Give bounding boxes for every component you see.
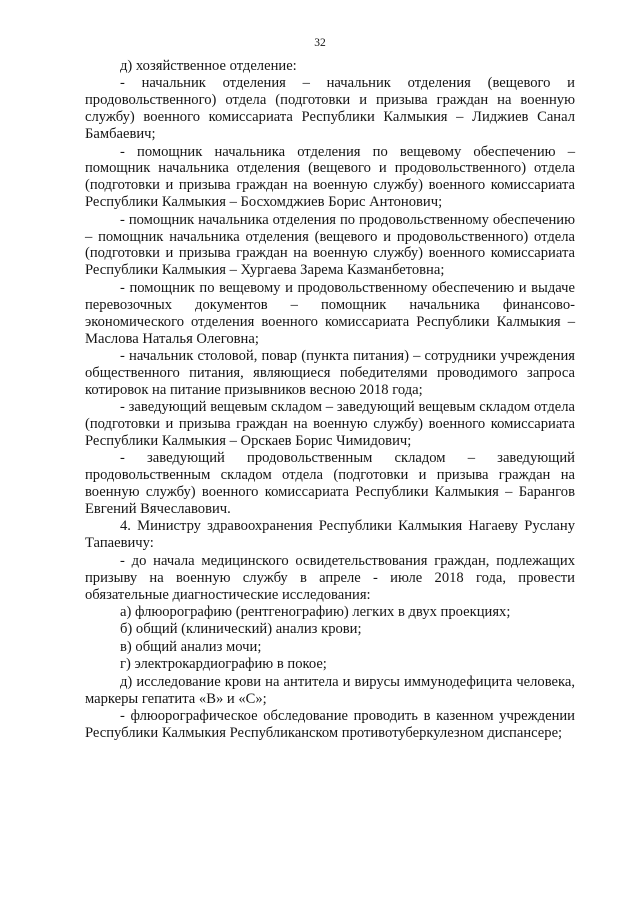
list-item-food-warehouse: - заведующий продовольственным складом – заведующий продовольственным складом отдела (подготовки и призыва граждан на военную службу) военного комиссариата Республики Калмыкия – Барангов Евгений Вячеславович. — [85, 450, 575, 518]
document-body — [85, 58, 575, 742]
list-item-supply-assistant: - помощник по вещевому и продовольственному обеспечению и выдаче перевозочных документов – помощник начальника финансово-экономического отделения военного комиссариата Республики Калмыкия – Маслова Наталья Олеговна; — [85, 279, 575, 347]
sub-item-g: г) электрокардиографию в покое; — [120, 656, 327, 673]
section-item-4: 4. Министру здравоохранения Республики Калмыкия Нагаеву Руслану Тапаевичу: — [85, 518, 575, 552]
sub-item-a: а) флюорографию (рентгенографию) легких в двух проекциях; — [120, 604, 511, 620]
sub-item-d: д) исследование крови на антитела и вирусы иммунодефицита человека, маркеры гепатита «В» и «С»; — [85, 673, 575, 707]
list-item-food-assistant: - помощник начальника отделения по продовольственному обеспечению – помощник начальника отделения (вещевого и продовольственного) отдела (подготовки и призыва граждан на военную службу) военного комиссариата Республики Калмыкия – Хургаева Зарема Казманбетовна; — [85, 211, 575, 279]
list-item-fluorography: - флюорографическое обследование проводить в казенном учреждении Республики Калмыкия Республиканском противотуберкулезном диспансере; — [85, 707, 575, 741]
sub-item-v: в) общий анализ мочи; — [120, 638, 262, 655]
sub-item-b: б) общий (клинический) анализ крови; — [120, 621, 362, 638]
list-item-canteen-chief: - начальник столовой, повар (пункта питания) – сотрудники учреждения общественного питания, являющиеся победителями проводимого запроса котировок на питание призывников весною 2018 года; — [85, 347, 575, 398]
list-item-diagnostics: - до начала медицинского освидетельствования граждан, подлежащих призыву на военную службу в апреле - июле 2018 года, провести обязательные диагностические исследования: — [85, 552, 575, 603]
list-item-clothing-warehouse: - заведующий вещевым складом – заведующий вещевым складом отдела (подготовки и призыва граждан на военную службу) военного комиссариата Республики Калмыкия – Орскаев Борис Чимидович; — [85, 399, 575, 449]
list-item-unit-chief: - начальник отделения – начальник отделения (вещевого и продовольственного) отдела (подготовки и призыва граждан на военную службу) военного комиссариата Республики Калмыкия – Лиджиев Санал Бамбаевич; — [85, 75, 575, 143]
list-item-clothing-assistant: - помощник начальника отделения по вещевому обеспечению – помощник начальника отделения (вещевого и продовольственного) отдела (подготовки и призыва граждан на военную службу) военного комиссариата Республики Калмыкия – Босхомджиев Борис Антонович; — [85, 143, 575, 211]
page-number: 32 — [314, 37, 326, 49]
section-heading-d: д) хозяйственное отделение: — [120, 58, 297, 74]
